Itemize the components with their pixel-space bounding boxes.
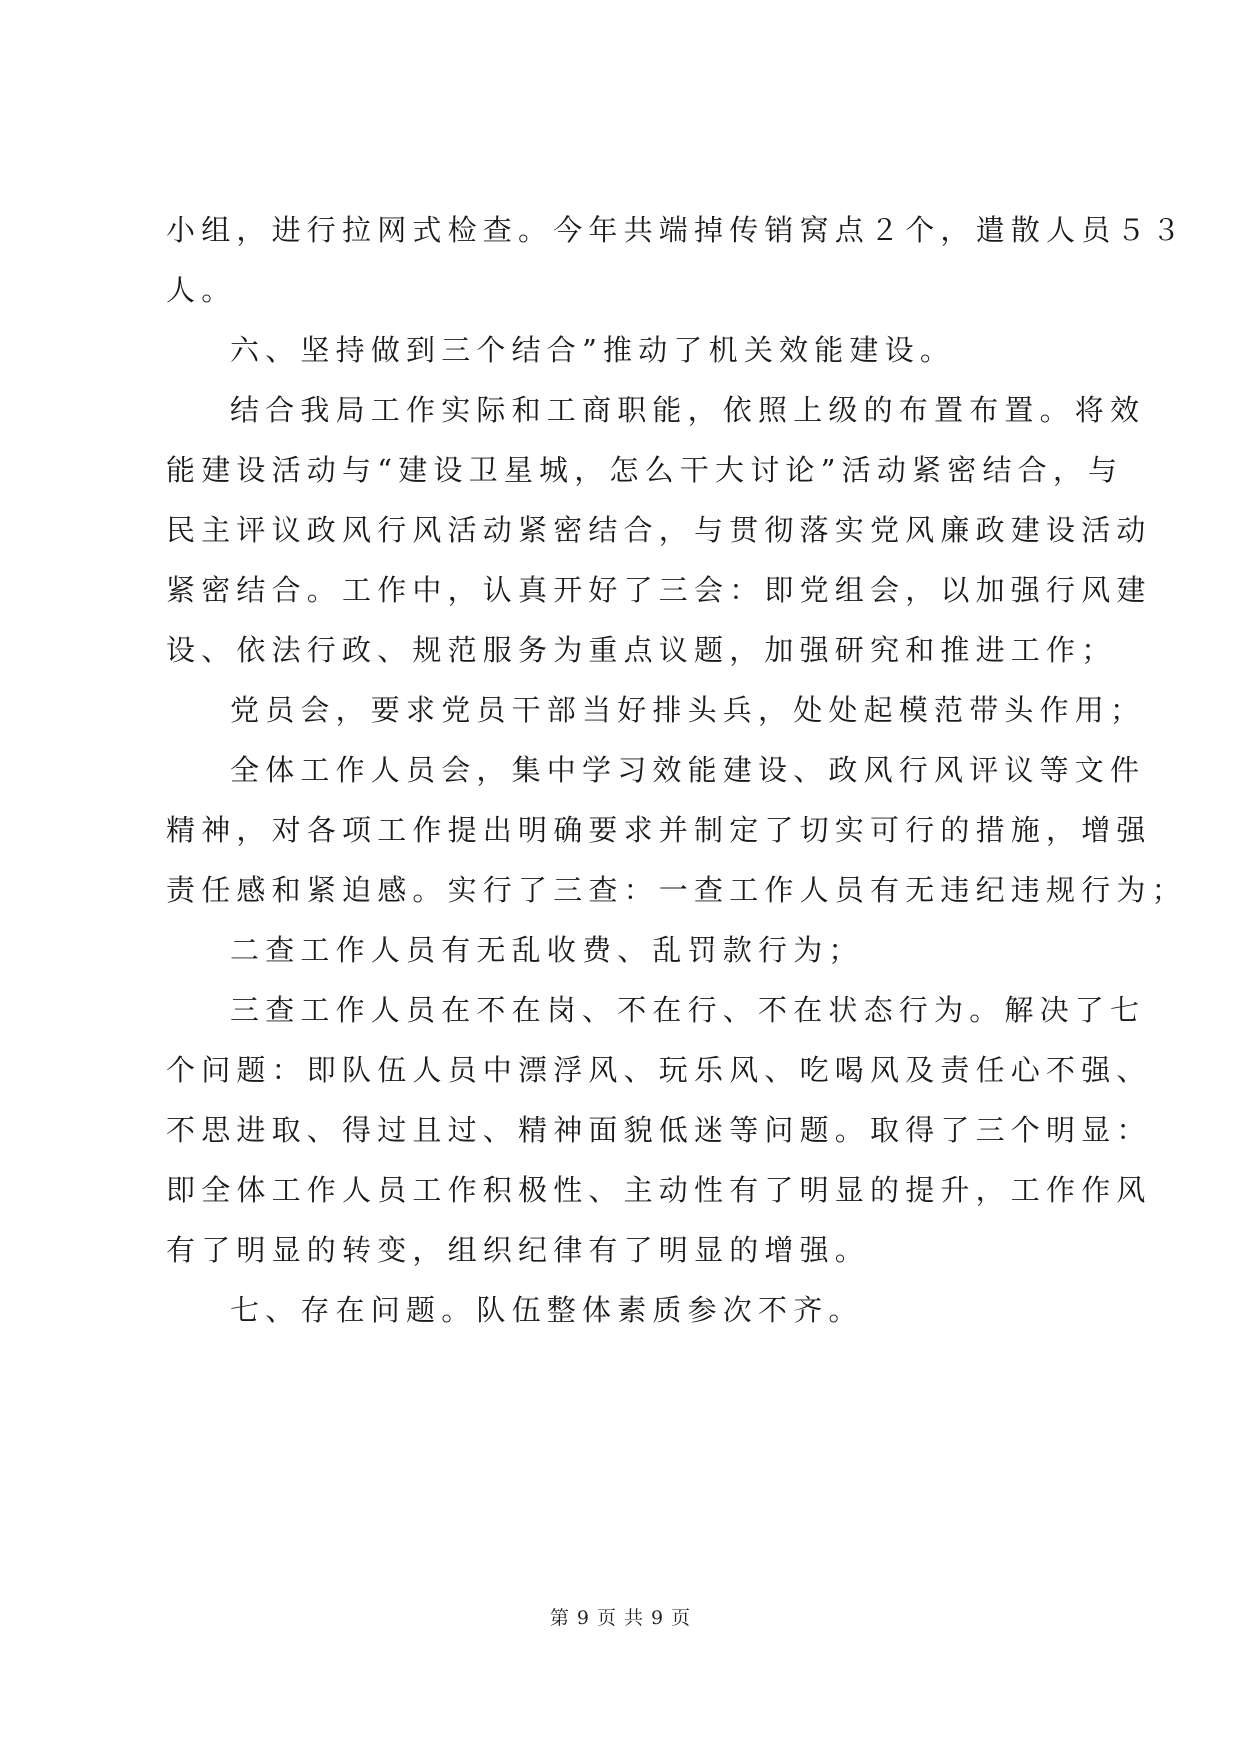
body-line: 全体工作人员会，集中学习效能建设、政风行风评议等文件: [230, 753, 1146, 787]
body-line: 人。: [166, 273, 237, 307]
section-heading: 七、存在问题。队伍整体素质参次不齐。: [230, 1293, 864, 1327]
body-line: 能建设活动与“建设卫星城，怎么干大讨论”活动紧密结合，与: [166, 453, 1124, 487]
body-line: 责任感和紧迫感。实行了三查：一查工作人员有无违纪违规行为；: [166, 873, 1187, 907]
body-line: 有了明显的转变，组织纪律有了明显的增强。: [166, 1233, 871, 1267]
body-line: 小组，进行拉网式检查。今年共端掉传销窝点２个，遣散人员５３: [166, 213, 1187, 247]
body-line: 紧密结合。工作中，认真开好了三会：即党组会，以加强行风建: [166, 573, 1152, 607]
body-line: 民主评议政风行风活动紧密结合，与贯彻落实党风廉政建设活动: [166, 513, 1152, 547]
body-line: 个问题：即队伍人员中漂浮风、玩乐风、吃喝风及责任心不强、: [166, 1053, 1152, 1087]
body-line: 精神，对各项工作提出明确要求并制定了切实可行的措施，增强: [166, 813, 1152, 847]
body-line: 设、依法行政、规范服务为重点议题，加强研究和推进工作；: [166, 633, 1117, 667]
page-number-footer: 第 9 页 共 9 页: [549, 1607, 692, 1629]
body-line: 不思进取、得过且过、精神面貌低迷等问题。取得了三个明显：: [166, 1113, 1152, 1147]
body-line: 结合我局工作实际和工商职能，依照上级的布置布置。将效: [230, 393, 1146, 427]
body-line: 二查工作人员有无乱收费、乱罚款行为；: [230, 933, 864, 967]
section-heading: 六、坚持做到三个结合”推动了机关效能建设。: [230, 333, 956, 367]
body-line: 即全体工作人员工作积极性、主动性有了明显的提升，工作作风: [166, 1173, 1152, 1207]
body-line: 党员会，要求党员干部当好排头兵，处处起模范带头作用；: [230, 693, 1146, 727]
body-line: 三查工作人员在不在岗、不在行、不在状态行为。解决了七: [230, 993, 1146, 1027]
